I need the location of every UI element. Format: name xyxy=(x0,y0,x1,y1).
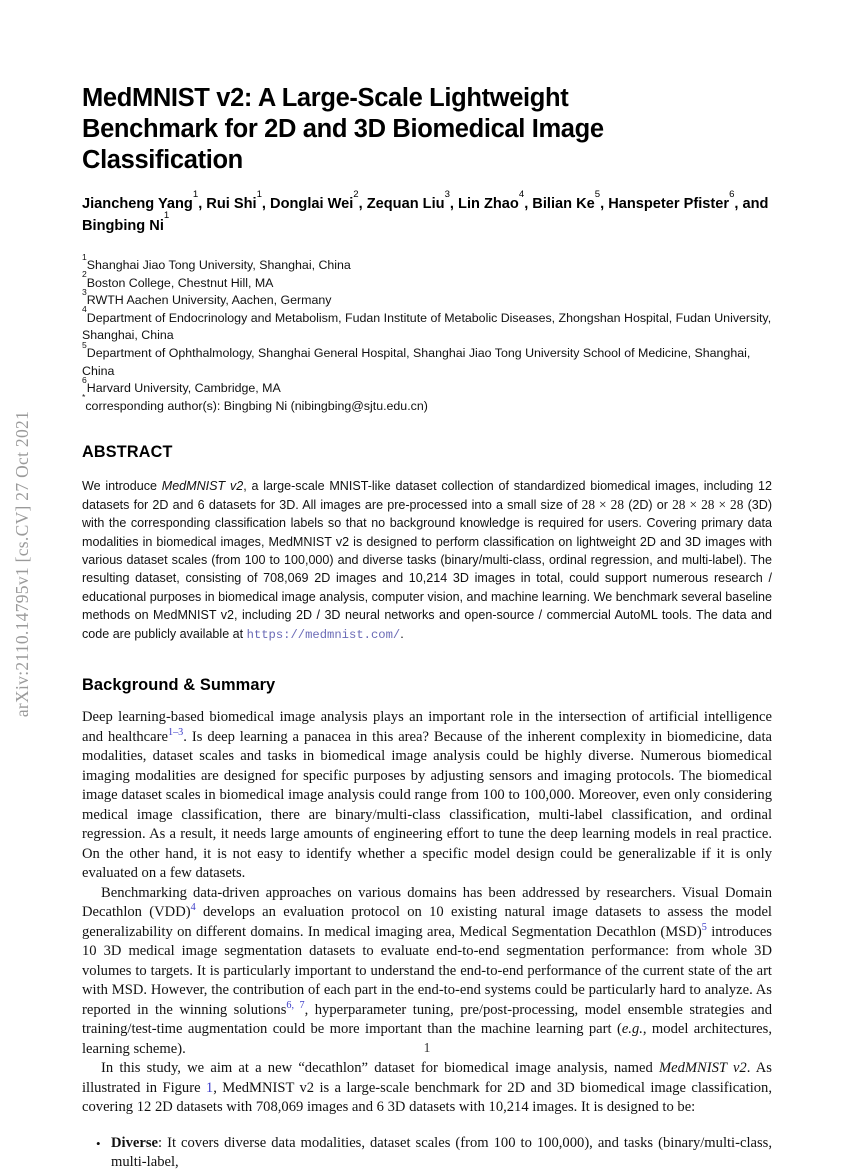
para3-text-b: . As illustrated in Figure xyxy=(82,1060,772,1096)
abstract-text-3: (2D) or xyxy=(624,497,673,512)
author-name: Zequan Liu xyxy=(366,196,445,212)
author-affiliation-marker: 5 xyxy=(594,188,601,200)
medmnist-url-link[interactable]: https://medmnist.com/ xyxy=(246,627,401,642)
affiliation-text: Boston College, Chestnut Hill, MA xyxy=(86,275,274,290)
para2-text-b: develops an evaluation protocol on 10 existing natural image datasets to assess the model generalizability on different domains. In medical imaging area, Medical Segmentation Decathlon (MSD) xyxy=(82,904,772,940)
arxiv-stamp xyxy=(0,0,44,1100)
affiliation-text: Department of Ophthalmology, Shanghai General Hospital, Shanghai Jiao Tong University School of Medicine, Shanghai, China xyxy=(82,345,751,378)
citation-link-6-7[interactable]: 6, 7 xyxy=(286,999,305,1011)
abstract-text-2: , a large-scale MNIST-like dataset collection of standardized biomedical images, including 12 datasets for 2D and 6 datasets for 3D. All images are pre-processed into a small size of xyxy=(82,479,772,512)
author-name: Rui Shi xyxy=(206,196,257,212)
author-list: Jiancheng Yang$^1$, Rui Shi$^1$, Donglai Wei$^2$, Zequan Liu$^3$, Lin Zhao$^4$, Bilian Ke$^5$, Hanspeter Pfister$^6$, and Bingbing Ni$^1$ xyxy=(82,188,769,234)
paragraph-benchmarking xyxy=(82,884,772,1060)
para3-text-a: In this study, we aim at a new “decathlon” dataset for biomedical image analysis, named xyxy=(101,1060,659,1076)
citation-link-4[interactable]: 4 xyxy=(190,902,196,914)
affiliation-marker: 4 xyxy=(82,304,87,315)
para3-text-c: , MedMNIST v2 is a large-scale benchmark for 2D and 3D biomedical image classification, covering 12 2D datasets with 708,069 images and 6 3D datasets with 10,214 images. It is designed to be: xyxy=(82,1079,772,1115)
author-name: Lin Zhao xyxy=(458,196,519,212)
author-affiliation-marker: 6 xyxy=(729,188,735,200)
figure-reference-link-1[interactable]: 1 xyxy=(205,1079,214,1096)
affiliation-item xyxy=(82,339,772,380)
para2-text-c: introduces 10 3D medical image segmentation datasets to evaluate end-to-end segmentation performance: from whole 3D volumes to targets. It is particularly important to understand the end-to-end performance of the current state of the art with MSD. However, the contribution of each part in the end-to-end systems could be particularly hard to analyze. As reported in the winning solutions xyxy=(82,923,772,1018)
abstract-heading: ABSTRACT xyxy=(82,443,173,462)
affiliation-item xyxy=(82,269,772,293)
affiliation-item xyxy=(82,304,772,345)
author-affiliation-marker: 1 xyxy=(163,210,170,222)
paragraph-this-study xyxy=(82,1059,772,1118)
background-summary-heading: Background & Summary xyxy=(82,676,276,694)
author-name: Jiancheng Yang xyxy=(82,196,193,212)
affiliation-marker: 2 xyxy=(82,269,87,280)
affiliation-marker: 1 xyxy=(82,251,87,262)
author-affiliation-marker: 2 xyxy=(353,188,359,200)
feature-text: : It covers diverse data modalities, dataset scales (from 100 to 100,000), and tasks (binary/multi-class, multi-label, xyxy=(111,1134,772,1170)
affiliation-item xyxy=(82,392,772,416)
author-name: and Bingbing Ni xyxy=(82,196,769,234)
affiliation-text: Shanghai Jiao Tong University, Shanghai, China xyxy=(86,258,351,272)
paper-page xyxy=(82,0,773,1170)
feature-list xyxy=(82,1118,772,1173)
feature-label: Diverse xyxy=(111,1134,159,1151)
affiliation-text: Department of Endocrinology and Metabolism, Fudan Institute of Metabolic Diseases, Zhongshan Hospital, Fudan University, Shanghai, China xyxy=(82,310,772,343)
author-name: Bilian Ke xyxy=(532,196,595,212)
para1-text-b: . Is deep learning a panacea in this area? Because of the inherent complexity in biomedicine, data modalities, dataset scales and tasks in biomedical image analysis could be highly diverse. Numerous biomedical imaging modalities are designed for specific purposes by adjusting sensors and imaging protocols. The biomedical image dataset scales in biomedical image analysis could range from 100 to 100,000. Moreover, even only considering medical image classification, there are binary/multi-class classification, multi-label classification, and ordinal regression. As a result, it needs large amounts of engineering effort to tune the deep learning models in real practice. On the other hand, it is not easy to identify whether a specific model design could be generalizable if it is only evaluated on a few datasets. xyxy=(82,728,773,881)
abstract-math-3d: 28 × 28 × 28 xyxy=(672,496,744,512)
para2-text-a: Benchmarking data-driven approaches on various domains has been addressed by researchers. Visual Domain Decathlon (VDD) xyxy=(82,884,772,920)
para2-emphasis-eg: e.g. xyxy=(621,1021,643,1037)
affiliation-item xyxy=(82,251,772,275)
page-title: MedMNIST v2: A Large-Scale Lightweight Benchmark for 2D and 3D Biomedical Image Classification xyxy=(82,84,604,174)
abstract-emphasis-medmnist: MedMNIST v2 xyxy=(161,479,244,494)
para1-text-a: Deep learning-based biomedical image analysis plays an important role in the intersection of artificial intelligence and healthcare xyxy=(82,709,772,745)
para2-text-e: , model architectures, learning scheme). xyxy=(82,1021,772,1057)
affiliation-marker: 5 xyxy=(82,339,87,350)
affiliation-marker: 6 xyxy=(82,374,87,385)
author-affiliation-marker: 4 xyxy=(518,188,525,200)
list-item xyxy=(82,1134,772,1173)
abstract-math-2d: 28 × 28 xyxy=(581,496,625,512)
abstract-text-4: (3D) with the corresponding classification labels so that no background knowledge is required for users. Covering primary data modalities in biomedical images, MedMNIST v2 is designed to perform classification on lightweight 2D and 3D images with various dataset scales (from 100 to 100,000) and diverse tasks (binary/multi-class, ordinal regression, and multi-label). The resulting dataset, consisting of 708,069 2D images and 10,214 3D images in total, could support numerous research / educational purposes in biomedical image analysis, computer vision, and machine learning. We benchmark several baseline methods on MedMNIST v2, including 2D / 3D neural networks and open-source / commercial AutoML tools. The data and code are publicly available at xyxy=(82,497,773,641)
author-name: Hanspeter Pfister xyxy=(608,196,730,212)
affiliation-text: Harvard University, Cambridge, MA xyxy=(86,381,281,396)
affiliation-marker: * xyxy=(82,392,86,403)
citation-link-5[interactable]: 5 xyxy=(701,921,707,933)
affiliation-item xyxy=(82,286,772,310)
para3-emphasis-medmnist: MedMNIST v2 xyxy=(658,1060,747,1076)
affiliation-text: corresponding author(s): Bingbing Ni (nibingbing@sjtu.edu.cn) xyxy=(85,398,428,413)
arxiv-stamp-text: arXiv:2110.14795v1 [cs.CV] 27 Oct 2021 xyxy=(11,410,32,718)
abstract-text-1: We introduce xyxy=(82,479,162,494)
paragraph-intro xyxy=(82,695,772,884)
affiliation-marker: 3 xyxy=(82,286,87,297)
citation-link-1-3[interactable]: 1–3 xyxy=(167,726,184,738)
affiliation-list xyxy=(82,237,772,415)
para2-text-d: , hyperparameter tuning, pre/post-processing, model ensemble strategies and training/test-time augmentation could be more important than the machine learning part ( xyxy=(82,1001,773,1037)
affiliation-text: RWTH Aachen University, Aachen, Germany xyxy=(86,293,332,308)
abstract-body xyxy=(82,462,772,644)
affiliation-item xyxy=(82,374,772,398)
abstract-text-5: . xyxy=(400,626,404,641)
page-number: 1 xyxy=(423,1040,431,1055)
author-affiliation-marker: 1 xyxy=(192,188,199,200)
author-name: Donglai Wei xyxy=(270,196,354,212)
author-affiliation-marker: 1 xyxy=(256,188,262,200)
author-affiliation-marker: 3 xyxy=(444,188,450,200)
